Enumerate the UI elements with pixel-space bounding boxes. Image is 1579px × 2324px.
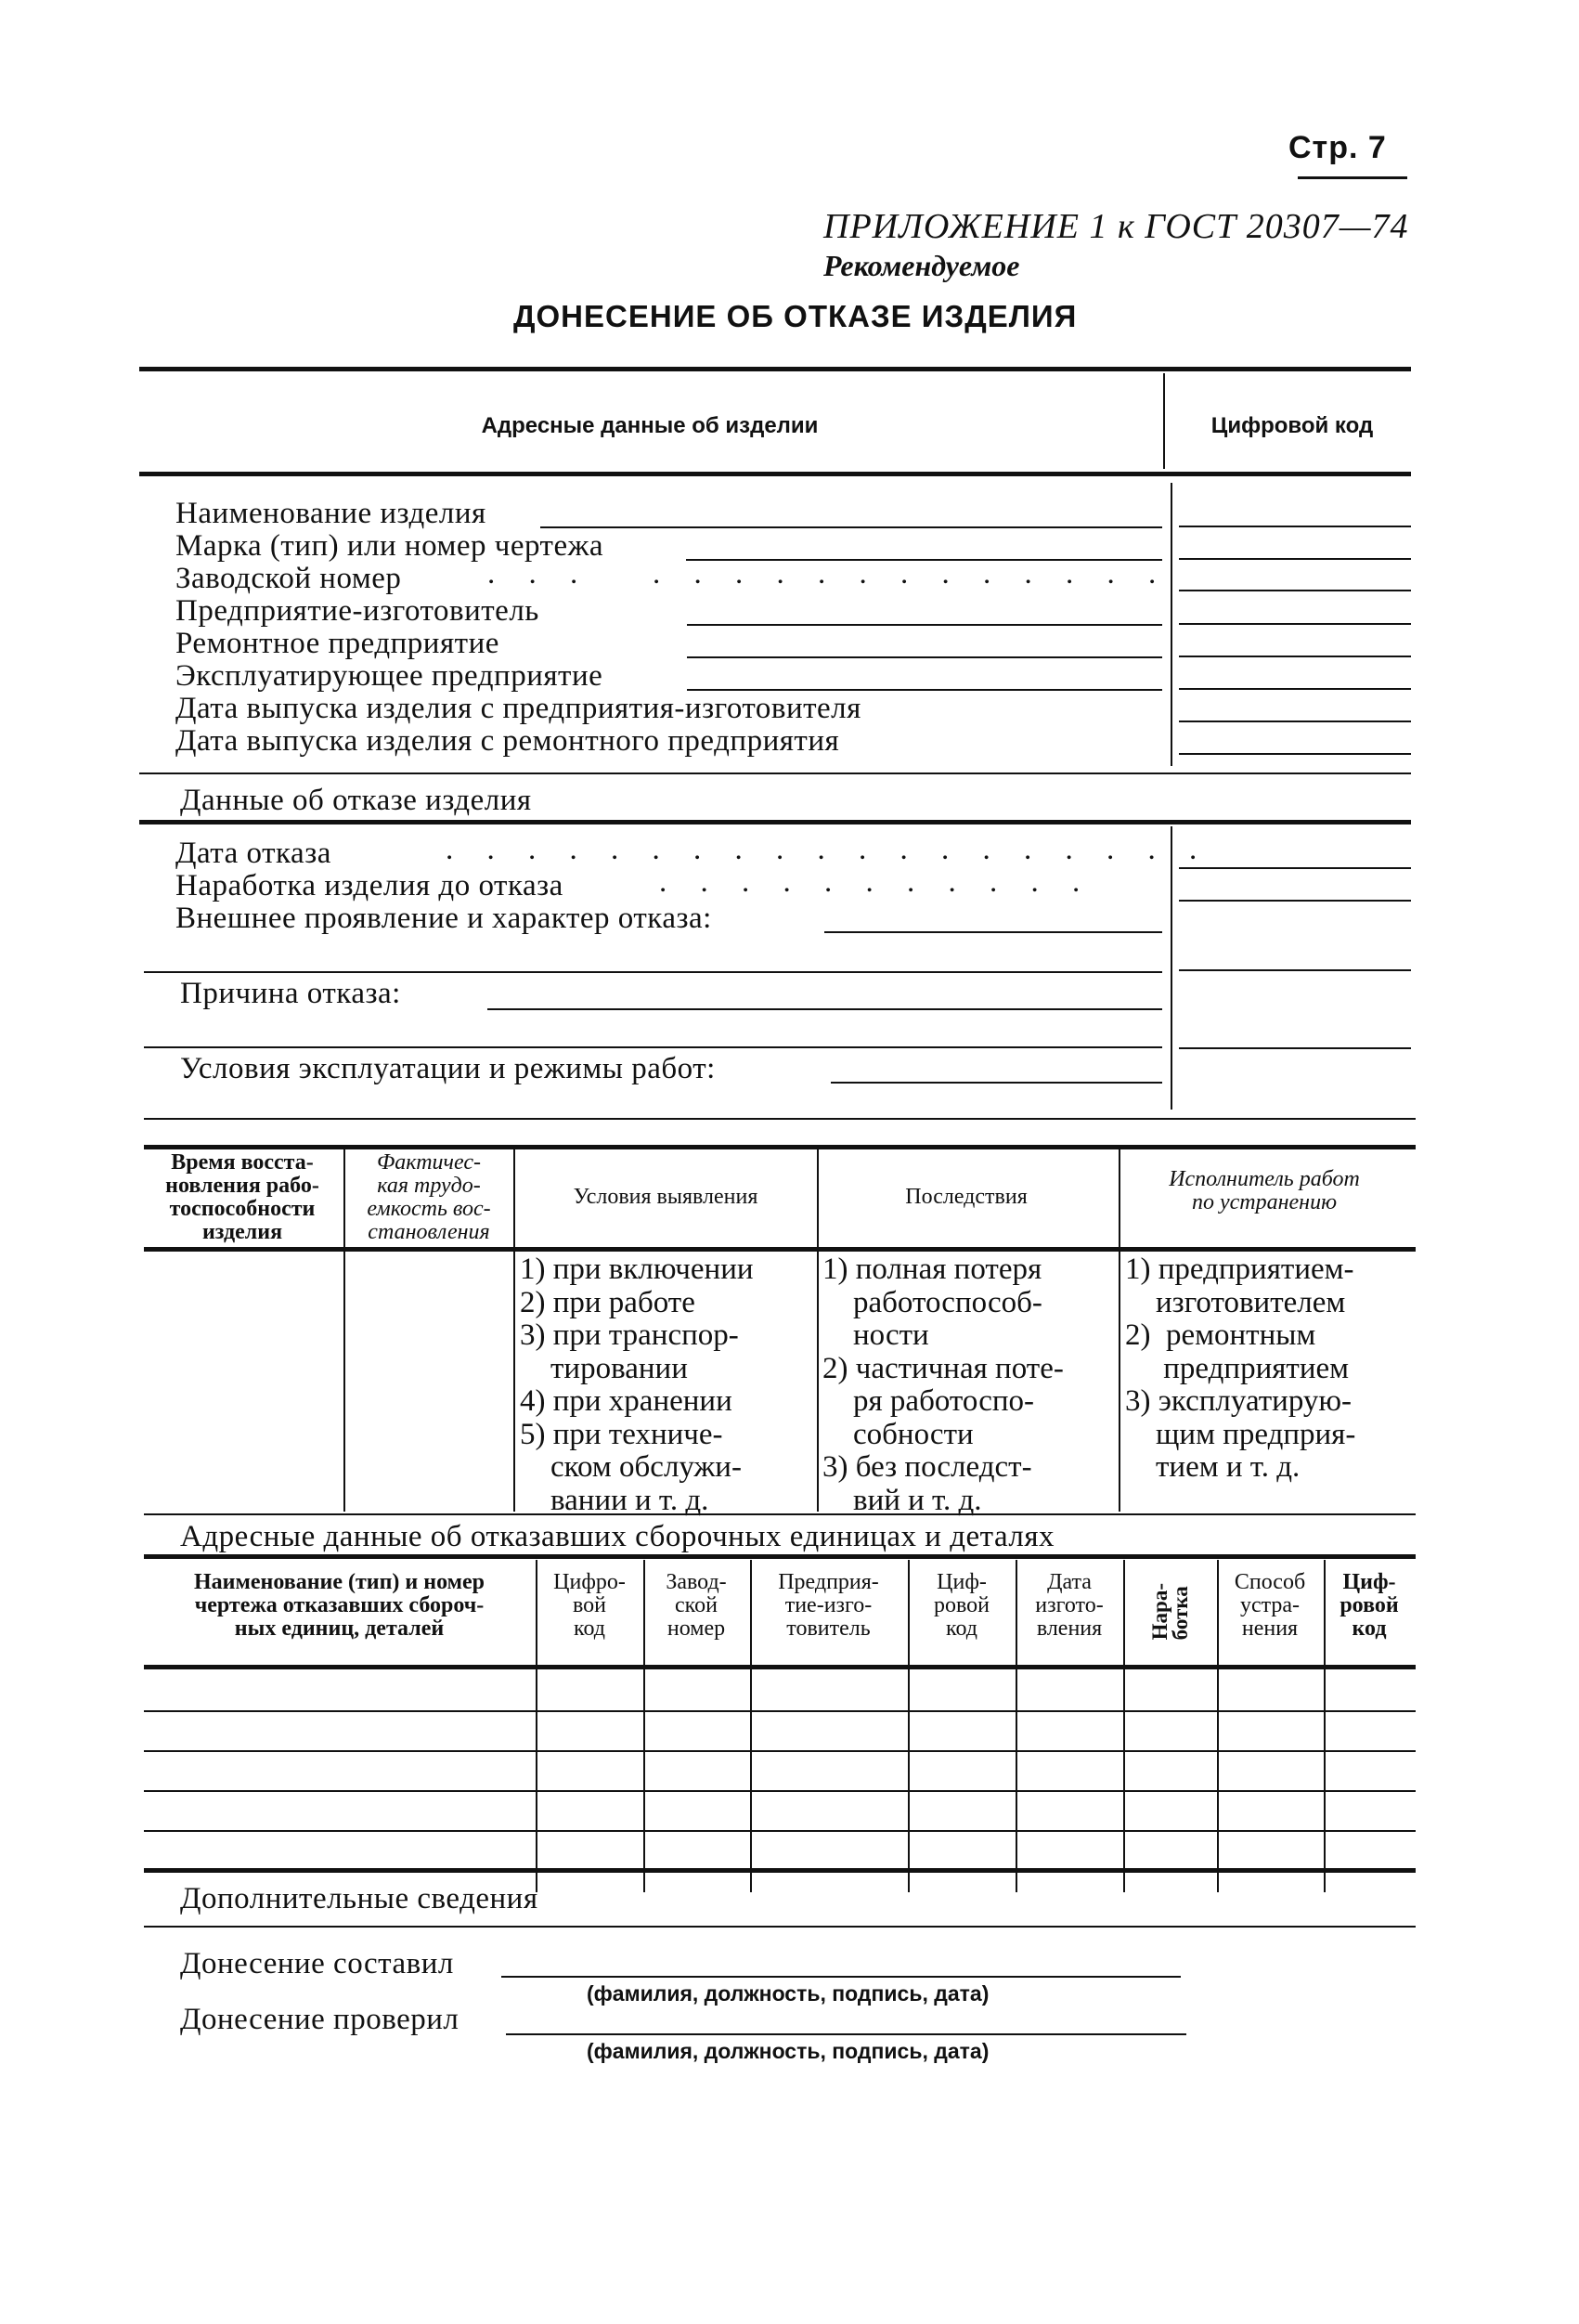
row-product-name: Наименование изделия — [175, 497, 486, 530]
rule — [144, 1046, 1162, 1048]
table-row-line — [144, 1750, 1416, 1752]
leader-dots: . . . . . . . . . . . . . . . . — [487, 557, 1170, 591]
appendix-status: Рекомендуемое — [823, 249, 1020, 282]
code-line — [1179, 558, 1411, 560]
t2-header-name — [147, 1571, 532, 1641]
fill-line — [824, 931, 1162, 933]
additional-info-label: Дополнительные сведения — [180, 1882, 538, 1915]
table-row-line — [144, 1790, 1416, 1792]
row-conditions: Условия эксплуатации и режимы работ: — [180, 1052, 716, 1085]
signature-hint: (фамилия, должность, подпись, дата) — [587, 2039, 990, 2063]
t2-header-text: Циф- ровой код — [933, 1570, 990, 1641]
rule — [144, 1665, 1416, 1669]
section3-title: Адресные данные об отказавших сборочных единицах и деталях — [180, 1520, 1055, 1553]
t1-header-consequences: Последствия — [905, 1185, 1028, 1209]
code-line — [1179, 969, 1411, 971]
fill-line — [487, 1008, 1162, 1010]
t2-header-text: Циф- ровой код — [1340, 1570, 1399, 1641]
fill-line — [831, 1082, 1162, 1084]
divider — [1163, 373, 1165, 469]
row-release-manufacturer: Дата выпуска изделия с предприятия-изготовителя — [175, 692, 861, 725]
appendix-title: ПРИЛОЖЕНИЕ 1 к ГОСТ 20307—74 — [823, 207, 1409, 246]
t2-header-code2 — [910, 1571, 1014, 1641]
row-serial: Заводской номер — [175, 562, 402, 595]
table-row-line — [144, 1710, 1416, 1712]
compiled-by-label: Донесение составил — [180, 1947, 454, 1980]
code-line — [1179, 688, 1411, 690]
signature-line — [506, 2033, 1186, 2035]
rule — [144, 1145, 1416, 1149]
code-line — [1179, 867, 1411, 869]
t1-header-labor — [345, 1151, 512, 1244]
rule — [139, 820, 1411, 824]
row-repair-enterprise: Ремонтное предприятие — [175, 627, 499, 660]
row-model: Марка (тип) или номер чертежа — [175, 529, 604, 563]
page-number-underline — [1298, 176, 1407, 179]
rule — [144, 1926, 1416, 1928]
signature-hint: (фамилия, должность, подпись, дата) — [587, 1981, 990, 2006]
rule — [144, 1118, 1416, 1120]
rule — [144, 1554, 1416, 1559]
t2-header-text: Цифро- вой код — [553, 1570, 626, 1641]
leader-dots: . . . . . . . . . . . . . . . . . . . — [446, 833, 1210, 866]
fill-line — [687, 689, 1162, 691]
t2-header-text: Способ устра- нения — [1234, 1570, 1306, 1641]
page-number: Стр. 7 — [1288, 130, 1387, 165]
row-manufacturer: Предприятие-изготовитель — [175, 594, 539, 628]
rule — [144, 971, 1162, 973]
fill-line — [687, 656, 1162, 658]
code-line — [1179, 721, 1411, 722]
rule — [139, 367, 1411, 371]
t2-header-operating — [1125, 1565, 1216, 1658]
fill-line — [540, 526, 1162, 528]
t2-header-date — [1017, 1571, 1121, 1641]
t1-header-executor — [1120, 1168, 1408, 1214]
t2-header-serial — [645, 1571, 747, 1641]
section1-header-right: Цифровой код — [1210, 413, 1374, 438]
divider — [1171, 483, 1172, 766]
t1-executor-list: 1) предприятием- изготовителем 2) ремонтным предприятием 3) эксплуатирую- щим предприя- тием и т. д. — [1125, 1253, 1356, 1484]
t2-header-text: Нара- ботка — [1148, 1583, 1192, 1641]
rule — [144, 1868, 1416, 1873]
table-row-line — [144, 1830, 1416, 1832]
document-title: ДОНЕСЕНИЕ ОБ ОТКАЗЕ ИЗДЕЛИЯ — [513, 299, 1078, 333]
rule — [144, 1247, 1416, 1252]
divider — [1171, 826, 1172, 1110]
rule — [139, 472, 1411, 476]
t1-header-text: Фактичес- кая трудо- емкость вос- становления — [367, 1150, 491, 1244]
code-line — [1179, 656, 1411, 657]
t2-header-text: Дата изгото- вления — [1035, 1570, 1104, 1641]
row-operating-time: Наработка изделия до отказа — [175, 869, 563, 902]
row-failure-date: Дата отказа — [175, 837, 331, 870]
t2-header-method — [1219, 1571, 1321, 1641]
t1-header-detection: Условия выявления — [573, 1185, 758, 1209]
t2-header-text: Предприя- тие-изго- товитель — [778, 1570, 879, 1641]
code-line — [1179, 590, 1411, 591]
row-operator: Эксплуатирующее предприятие — [175, 659, 603, 693]
row-release-repair: Дата выпуска изделия с ремонтного предприятия — [175, 724, 840, 758]
divider — [513, 1149, 515, 1512]
section2-title: Данные об отказе изделия — [180, 784, 532, 817]
code-line — [1179, 1047, 1411, 1049]
t2-header-code3 — [1326, 1571, 1413, 1641]
t1-detection-list: 1) при включении 2) при работе 3) при транспор- тировании 4) при хранении 5) при техниче- ском обслужи- вании и т. д. — [520, 1253, 754, 1517]
t1-consequences-list: 1) полная потеря работоспособ- ности 2) частичная поте- ря работоспо- собности 3) без последст- вий и т. д. — [822, 1253, 1064, 1517]
fill-line — [687, 624, 1162, 626]
leader-dots: . . . . . . . . . . . — [659, 865, 1094, 899]
signature-line — [501, 1976, 1181, 1978]
code-line — [1179, 623, 1411, 625]
code-line — [1179, 753, 1411, 755]
code-line — [1179, 526, 1411, 527]
row-manifestation: Внешнее проявление и характер отказа: — [175, 902, 712, 935]
t1-header-text: Время восста- новления рабо- тоспособности изделия — [165, 1150, 319, 1244]
rule — [144, 1513, 1416, 1515]
t2-header-manufacturer — [752, 1571, 905, 1641]
t2-header-code1 — [537, 1571, 641, 1641]
t1-header-text: Исполнитель работ по устранению — [1169, 1167, 1360, 1214]
code-line — [1179, 900, 1411, 902]
checked-by-label: Донесение проверил — [180, 2003, 459, 2036]
t1-header-restore-time — [144, 1151, 341, 1244]
t2-header-text: Завод- ской номер — [666, 1570, 727, 1641]
section1-header-left: Адресные данные об изделии — [481, 413, 819, 438]
rule — [139, 773, 1411, 774]
row-cause: Причина отказа: — [180, 977, 401, 1010]
t2-header-text: Наименование (тип) и номер чертежа отказавших сбороч- ных единиц, деталей — [194, 1570, 485, 1641]
